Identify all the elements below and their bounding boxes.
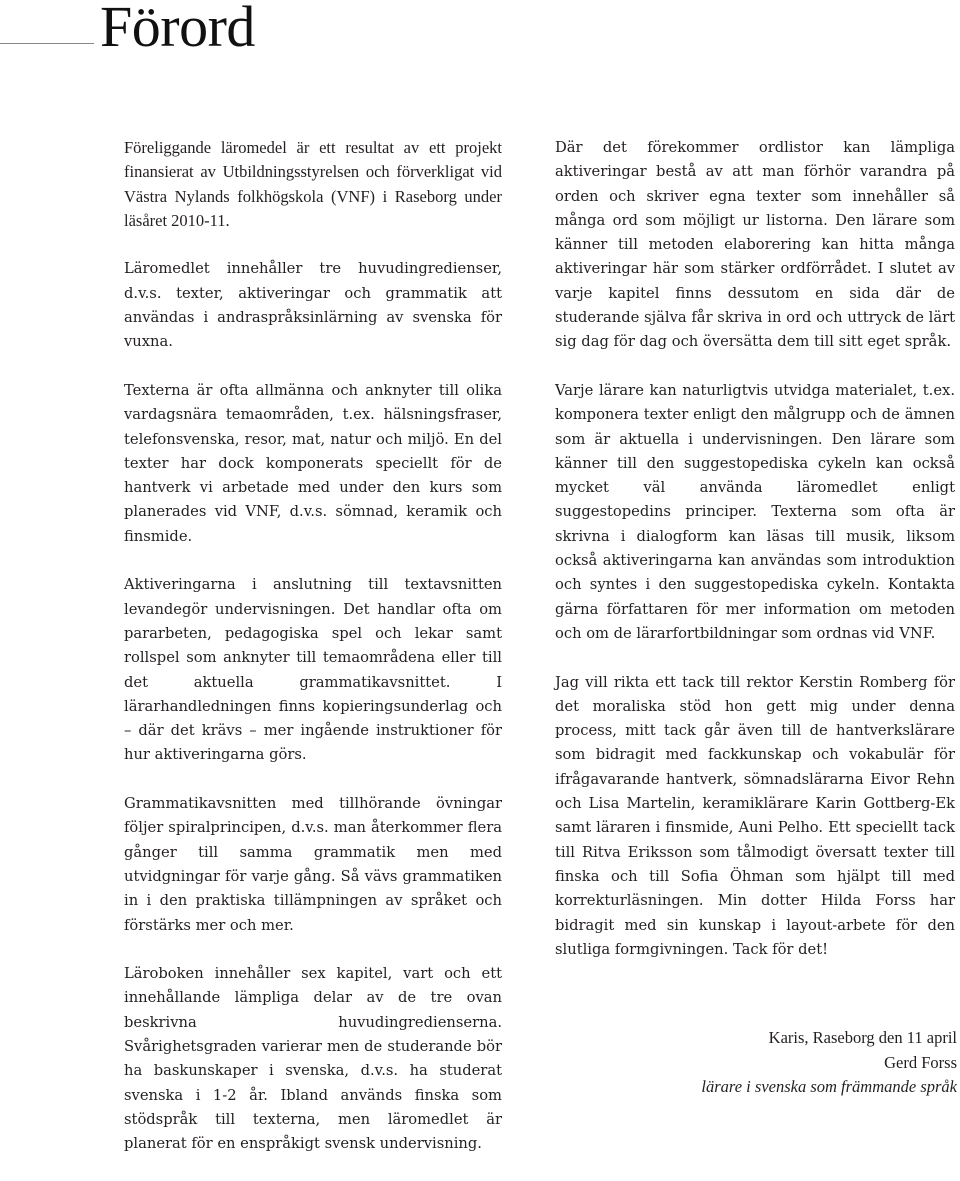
paragraph: Grammatikavsnitten med tillhörande övningar följer spiralprincipen, d.v.s. man återkommer flera gånger till samma grammatik men med utvidgningar för varje gång. Så vävs grammatiken in i den praktiska tillämpningen av språket och förstärks mer och mer. <box>124 795 502 934</box>
signature-role: lärare i svenska som främmande språk <box>701 1077 957 1096</box>
paragraph: Texterna är ofta allmänna och anknyter till olika vardagsnära temaområden, t.ex. hälsningsfraser, telefonsvenska, resor, mat, natur och miljö. En del texter har dock komponerats speciellt för de hantverk vi arbetade med under den kurs som planerades vid VNF, d.v.s. sömnad, keramik och finsmide. <box>124 381 502 545</box>
signature-name: Gerd Forss <box>884 1052 957 1072</box>
right-column <box>555 136 955 986</box>
paragraph: Föreliggande läromedel är ett resultat av ett projekt finansierat av Utbildningsstyrelsen och förverkligat vid Västra Nylands folkhögskola (VNF) i Raseborg under läsåret 2010-11. <box>124 138 502 230</box>
signature-block <box>701 1026 957 1100</box>
title-rule <box>0 43 94 44</box>
page-title: Förord <box>100 0 255 59</box>
paragraph: Jag vill rikta ett tack till rektor Kerstin Romberg för det moraliska stöd hon gett mig under denna process, mitt tack går även till de hantverkslärare som bidragit med fackkunskap och vokabulär för ifrågavarande hantverk, sömnadslärarna Eivor Rehn och Lisa Martelin, keramiklärare Karin Gottberg-Ek samt läraren i finsmide, Auni Pelho. Ett speciellt tack till Ritva Eriksson som tålmodigt översatt texter till finska och till Sofia Öhman som hjälpt till med korrekturläsningen. Min dotter Hilda Forss har bidragit med sin kunskap i layout-arbete för den slutliga formgivningen. Tack för det! <box>555 673 955 958</box>
paragraph: Läromedlet innehåller tre huvudingredienser, d.v.s. texter, aktiveringar och grammatik att användas i andraspråksinlärning av svenska för vuxna. <box>124 260 502 351</box>
left-column <box>124 136 502 1181</box>
paragraph: Läroboken innehåller sex kapitel, vart och ett innehållande lämpliga delar av de tre ovan beskrivna huvudingredienserna. Svårighetsgraden varierar men de studerande bör ha baskunskaper i svenska, d.v.s. ha studerat svenska i 1-2 år. Ibland används finska som stödspråk till texterna, men läromedlet är planerat för en enspråkigt svensk undervisning. <box>124 965 502 1153</box>
signature-place-date: Karis, Raseborg den 11 april <box>768 1028 957 1047</box>
paragraph: Aktiveringarna i anslutning till textavsnitten levandegör undervisningen. Det handlar ofta om pararbeten, pedagogiska spel och lekar samt rollspel som anknyter till temaområdena eller till det aktuella grammatikavsnittet. I lärarhandledningen finns kopieringsunderlag och – där det krävs – mer ingående instruktioner för hur aktiveringarna görs. <box>124 576 502 764</box>
paragraph: Varje lärare kan naturligtvis utvidga materialet, t.ex. komponera texter enligt den målgrupp och de ämnen som är aktuella i undervisningen. Den lärare som känner till den suggestopediska cykeln kan också mycket väl använda läromedlet enligt suggestopedins principer. Texterna som ofta är skrivna i dialogform kan läsas till musik, liksom också aktiveringarna kan användas som introduktion och syntes i den suggestopediska cykeln. Kontakta gärna författaren för mer information om metoden och om de lärarfortbildningar som ordnas vid VNF. <box>555 381 955 642</box>
paragraph: Där det förekommer ordlistor kan lämpliga aktiveringar bestå av att man förhör varandra på orden och skriver egna texter som innehåller så många ord som möjligt ur listorna. Den lärare som känner till metoden elaborering kan hitta många aktiveringar här som stärker ordförrådet. I slutet av varje kapitel finns dessutom en sida där de studerande själva får skriva in ord och uttryck de lärt sig dag för dag och översätta dem till sitt eget språk. <box>555 139 955 351</box>
